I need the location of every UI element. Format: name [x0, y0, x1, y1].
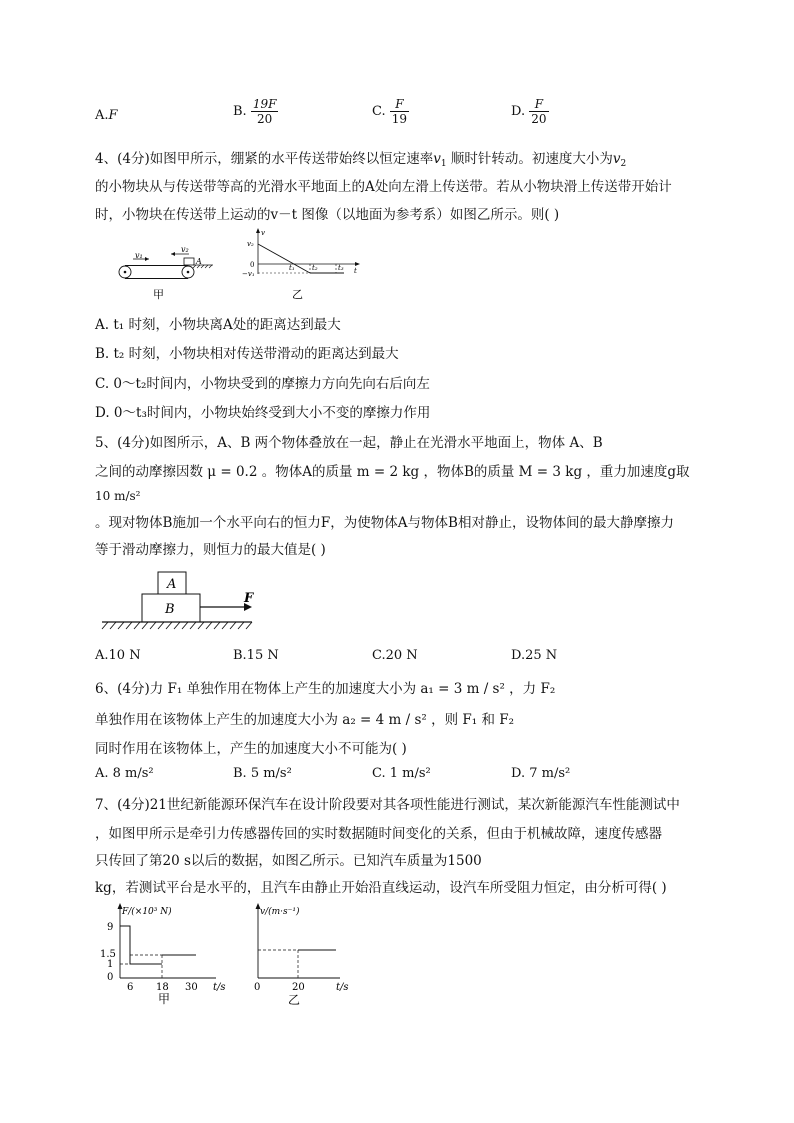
label-v1: v₁ — [135, 251, 143, 260]
q5-line3: 10 m/s² — [95, 489, 141, 503]
q3-option-c: C. $\frac{F}{19}$ — [372, 97, 408, 126]
tick-neg-v1: −v₁ — [242, 270, 255, 278]
fraction-f-19: $\frac{F}{19}$ — [391, 97, 408, 126]
ground-hatching — [102, 622, 252, 629]
axis-t: t — [354, 267, 357, 275]
q3-option-b: B. $\frac{19F}{20}$ — [233, 97, 277, 126]
block — [184, 258, 194, 265]
q5-option-d: D.25 N — [511, 648, 558, 663]
q6-line2: 单独作用在该物体上产生的加速度大小为 a₂ = 4 m / s² ，则 F₁ 和 F₂ — [95, 712, 515, 728]
q4-option-b: B. t₂ 时刻，小物块相对传送带滑动的距离达到最大 — [95, 346, 399, 362]
caption-jia: 甲 — [153, 288, 164, 300]
tick-1: 1 — [107, 959, 114, 970]
q4-option-a: A. t₁ 时刻，小物块离A处的距离达到最大 — [95, 317, 341, 333]
label-a: A — [167, 577, 177, 592]
q6-line3: 同时作用在该物体上，产生的加速度大小不可能为( ) — [95, 741, 407, 757]
q4-conveyor-figure — [105, 238, 215, 300]
q4-line2: 的小物块从与传送带等高的光滑水平地面上的A处向左滑上传送带。若从小物块滑上传送带开始计 — [95, 179, 672, 195]
caption-yi: 乙 — [292, 288, 303, 301]
q7-force-time-graph — [100, 900, 250, 1005]
axis-v: v — [261, 229, 265, 237]
q5-line2: 之间的动摩擦因数 μ = 0.2 。物体A的质量 m = 2 kg ，物体B的质量 M = 3 kg ，重力加速度g取 — [95, 464, 690, 480]
caption-jia: 甲 — [158, 992, 171, 1005]
label-b: B — [165, 602, 175, 617]
q7-line3: 只传回了第20 s以后的数据，如图乙所示。已知汽车质量为1500 — [95, 853, 482, 869]
axis-t-label: t/s — [336, 982, 349, 993]
tick-t3: t₃ — [338, 264, 344, 272]
tick-6: 6 — [127, 982, 134, 993]
q5-option-a: A.10 N — [95, 648, 141, 663]
q4-line3: 时，小物块在传送带上运动的v－t 图像（以地面为参考系）如图乙所示。则( ) — [95, 207, 560, 223]
tick-30: 30 — [185, 982, 198, 993]
q5-line1: 5、(4分)如图所示，A、B 两个物体叠放在一起，静止在光滑水平地面上，物体 A、B — [95, 435, 603, 451]
origin: 0 — [254, 982, 261, 993]
vt-line-decel — [258, 244, 310, 273]
axis-v-label: v/(m·s⁻¹) — [260, 907, 300, 917]
q5-line4: 。现对物体B施加一个水平向右的恒力F，为使物体A与物体B相对静止，设物体间的最大静摩擦力 — [95, 515, 674, 531]
q3-option-a: A.F — [95, 108, 118, 123]
q4-vt-graph — [240, 226, 365, 302]
q6-option-c: C. 1 m/s² — [372, 766, 431, 781]
q5-line5: 等于滑动摩擦力，则恒力的最大值是( ) — [95, 542, 326, 558]
axis-f-label: F/(×10³ N) — [122, 907, 172, 917]
fraction-19f-20: $\frac{19F}{20}$ — [252, 97, 277, 126]
label-f: F — [244, 591, 254, 606]
tick-18: 18 — [156, 982, 169, 993]
tick-1-5: 1.5 — [100, 949, 116, 960]
tick-9: 9 — [107, 922, 114, 933]
q5-blocks-figure — [100, 566, 260, 634]
q3-option-d: D. $\frac{F}{20}$ — [511, 97, 547, 126]
force-line-1 — [120, 926, 162, 964]
label-v2: v₂ — [181, 245, 189, 254]
q4-line1: 4、(4分)如图甲所示，绷紧的水平传送带始终以恒定速率$v_1$ 顺时针转动。初速度大小为$v_2$ — [95, 151, 627, 169]
tick-v2: v₂ — [247, 240, 254, 248]
q5-option-b: B.15 N — [233, 648, 279, 663]
caption-yi: 乙 — [288, 993, 301, 1007]
q6-option-d: D. 7 m/s² — [511, 766, 571, 781]
tick-t2: t₂ — [312, 264, 318, 272]
axis-t-label: t/s — [213, 982, 226, 993]
q7-line4: kg，若测试平台是水平的，且汽车由静止开始沿直线运动，设汽车所受阻力恒定，由分析可得( ) — [95, 880, 667, 896]
q7-velocity-time-graph — [250, 900, 360, 1008]
origin: 0 — [107, 972, 114, 983]
tick-20: 20 — [292, 982, 305, 993]
q6-option-b: B. 5 m/s² — [233, 766, 292, 781]
q4-option-d: D. 0～t₃时间内，小物块始终受到大小不变的摩擦力作用 — [95, 405, 431, 421]
q6-option-a: A. 8 m/s² — [95, 766, 154, 781]
label-a: A — [196, 257, 202, 266]
tick-t1: t₁ — [289, 264, 295, 272]
q7-line2: ，如图甲所示是牵引力传感器传回的实时数据随时间变化的关系，但由于机械故障，速度传感器 — [95, 826, 662, 842]
q7-line1: 7、(4分)21世纪新能源环保汽车在设计阶段要对其各项性能进行测试，某次新能源汽车性能测试中 — [95, 797, 680, 813]
q4-option-c: C. 0～t₂时间内，小物块受到的摩擦力方向先向右后向左 — [95, 376, 430, 392]
origin: 0 — [250, 261, 255, 269]
fraction-f-20: $\frac{F}{20}$ — [531, 97, 547, 126]
q6-line1: 6、(4分)力 F₁ 单独作用在物体上产生的加速度大小为 a₁ = 3 m / s² ，力 F₂ — [95, 681, 556, 697]
q5-option-c: C.20 N — [372, 648, 418, 663]
